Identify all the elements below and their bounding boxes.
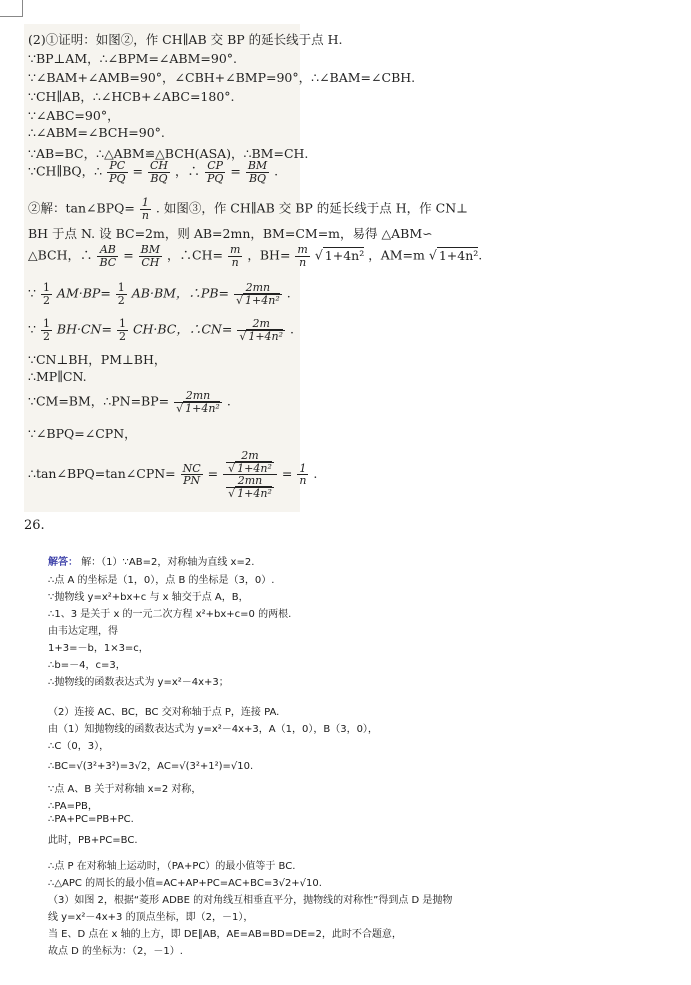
proof-line-8-text: ∵CH∥BQ，∴ <box>28 163 103 179</box>
fraction-pb: $\frac{2mn}{\text{√ 1+4n²}}$ <box>236 281 280 307</box>
solution-line-4: ∴1、3 是关于 x 的一元二次方程 x²+bx+c=0 的两根. <box>48 609 292 620</box>
solution-line-14: ∴PA=PB， <box>48 801 98 812</box>
part2-ii-line-10: ∴tan∠BPQ=tan∠CPN= $\frac{NC}{PN}$ = $\frac{\frac{2m}{\text{√ 1+4n²}}}{\frac{2mn}{\text{√ 1+4n²}}}$ = $\frac{1}{n}$ . <box>28 449 318 500</box>
part2-ii-line-2: BH 于点 N. 设 BC=2m，则 AB=2mn，BM=CM=m，易得 △ABM∽ <box>28 226 433 241</box>
page-corner-mark <box>0 0 23 17</box>
fraction-ab-bc: $\frac{AB}{BC}$ <box>99 243 117 269</box>
part2-ii-line-9: ∵∠BPQ=∠CPN， <box>28 426 137 441</box>
fraction-half-4: $\frac{1}{2}$ <box>118 317 126 343</box>
proof-line-7: ∵AB=BC，∴△ABM≌△BCH(ASA)，∴BM=CH. <box>28 146 309 161</box>
solution-line-15: ∴PA+PC=PB+PC. <box>48 814 134 825</box>
part2-ii-line-1: ②解：tan∠BPQ= $\frac{1}{n}$ . 如图③，作 CH∥AB 交 BP 的延长线于点 H，作 CN⊥ <box>28 196 468 222</box>
proof-line-2: ∵BP⊥AM，∴∠BPM=∠ABM=90°. <box>28 51 238 66</box>
solution-line-8: ∴抛物线的函数表达式为 y=x²－4x+3； <box>48 677 229 688</box>
proof-line-4: ∵CH∥AB，∴∠HCB+∠ABC=180°. <box>28 89 235 104</box>
fraction-bm-ch: $\frac{BM}{CH}$ <box>140 243 161 269</box>
solution-line-1: 解答： 解：（1）∵AB=2，对称轴为直线 x=2. <box>48 557 255 568</box>
fraction-ch-bq: $\frac{CH}{BQ}$ <box>149 159 168 185</box>
solution-line-2: ∴点 A 的坐标是（1，0），点 B 的坐标是（3，0）. <box>48 575 275 586</box>
fraction-nc-pn: $\frac{NC}{PN}$ <box>182 461 201 488</box>
solution-line-21: 当 E、D 点在 x 轴的上方，即 DE∥AB，AE=AB=BD=DE=2，此时不合题意， <box>48 929 402 940</box>
part2-ii-line-6: ∵CN⊥BH，PM⊥BH， <box>28 352 167 367</box>
solution-line-12: ∴BC=√(3²+3²)=3√2，AC=√(3²+1²)=√10. <box>48 761 254 772</box>
solution-line-6: 1+3=－b，1×3=c， <box>48 643 149 654</box>
fraction-pn: $\frac{2mn}{\text{√ 1+4n²}}$ <box>176 389 220 415</box>
part2-ii-line-7: ∴MP∥CN. <box>28 369 87 384</box>
fraction-1-n-final: $\frac{1}{n}$ <box>299 461 307 488</box>
solution-line-17: ∴点 P 在对称轴上运动时，（PA+PC）的最小值等于 BC. <box>48 861 296 872</box>
part2-ii-line-3: △BCH，∴ $\frac{AB}{BC}$ = $\frac{BM}{CH}$ ，∴CH= $\frac{m}{n}$ ，BH= $\frac{m}{n}$ √ 1+4n² ，AM=m √ 1+4n². <box>28 243 483 269</box>
fraction-complex: $\frac{\frac{2m}{\text{√ 1+4n²}}}{\frac{2mn}{\text{√ 1+4n²}}}$ <box>223 450 277 499</box>
fraction-half-1: $\frac{1}{2}$ <box>42 281 50 307</box>
solution-label: 解答： <box>48 557 78 568</box>
fraction-half-3: $\frac{1}{2}$ <box>42 317 50 343</box>
fraction-half-2: $\frac{1}{2}$ <box>117 281 125 307</box>
fraction-m-n-2: $\frac{m}{n}$ <box>297 243 308 269</box>
proof-line-3: ∵∠BAM+∠AMB=90°，∠CBH+∠BMP=90°，∴∠BAM=∠CBH. <box>28 70 416 85</box>
question-number: 26. <box>24 518 45 533</box>
solution-line-7: ∴b=－4，c=3， <box>48 660 126 671</box>
solution-line-20: 线 y=x²－4x+3 的顶点坐标，即（2，－1）， <box>48 912 254 923</box>
part2-ii-line-4: ∵ $\frac{1}{2}$ AM·BP= $\frac{1}{2}$ AB·BM，∴PB= $\frac{2mn}{\text{√ 1+4n²}}$ . <box>28 281 291 307</box>
solution-line-18: ∴△APC 的周长的最小值=AC+AP+PC=AC+BC=3√2+√10. <box>48 878 322 889</box>
solution-line-3: ∵抛物线 y=x²+bx+c 与 x 轴交于点 A，B， <box>48 592 249 603</box>
solution-line-19: （3）如图 2，根据“菱形 ADBE 的对角线互相垂直平分，抛物线的对称性”得到点 D 是抛物 <box>48 895 453 906</box>
proof-line-8: ∵CH∥BQ，∴ $\frac{PC}{PQ}$ = $\frac{CH}{BQ}$ ，∴ $\frac{CP}{PQ}$ = $\frac{BM}{BQ}$ . <box>28 159 279 185</box>
solution-line-22: 故点 D 的坐标为：（2，－1）. <box>48 946 183 957</box>
proof-line-5: ∵∠ABC=90°， <box>28 108 120 123</box>
fraction-1-n: $\frac{1}{n}$ <box>141 196 149 222</box>
fraction-bm-bq: $\frac{BM}{BQ}$ <box>247 159 268 185</box>
solution-line-16: 此时，PB+PC=BC. <box>48 835 138 846</box>
solution-line-5: 由韦达定理，得 <box>48 626 118 637</box>
fraction-cn: $\frac{2m}{\text{√ 1+4n²}}$ <box>239 317 284 343</box>
fraction-pc-pq: $\frac{PC}{PQ}$ <box>109 159 126 185</box>
solution-line-11: ∴C（0，3）， <box>48 741 110 752</box>
proof-line-6: ∴∠ABM=∠BCH=90°. <box>28 125 165 140</box>
part2-ii-line-5: ∵ $\frac{1}{2}$ BH·CN= $\frac{1}{2}$ CH·BC，∴CN= $\frac{2m}{\text{√ 1+4n²}}$ . <box>28 317 295 343</box>
fraction-cp-pq: $\frac{CP}{PQ}$ <box>206 159 224 185</box>
fraction-m-n: $\frac{m}{n}$ <box>229 243 241 269</box>
solution-line-9: （2）连接 AC、BC，BC 交对称轴于点 P，连接 PA. <box>48 707 280 718</box>
part2-ii-line-8: ∵CM=BM，∴PN=BP= $\frac{2mn}{\text{√ 1+4n²}}$ . <box>28 389 231 415</box>
solution-line-13: ∵点 A、B 关于对称轴 x=2 对称， <box>48 784 202 795</box>
solution-line-10: 由（1）知抛物线的函数表达式为 y=x²－4x+3，A（1，0），B（3，0）， <box>48 724 378 735</box>
proof-line-1: (2)①证明：如图②，作 CH∥AB 交 BP 的延长线于点 H. <box>28 32 343 47</box>
